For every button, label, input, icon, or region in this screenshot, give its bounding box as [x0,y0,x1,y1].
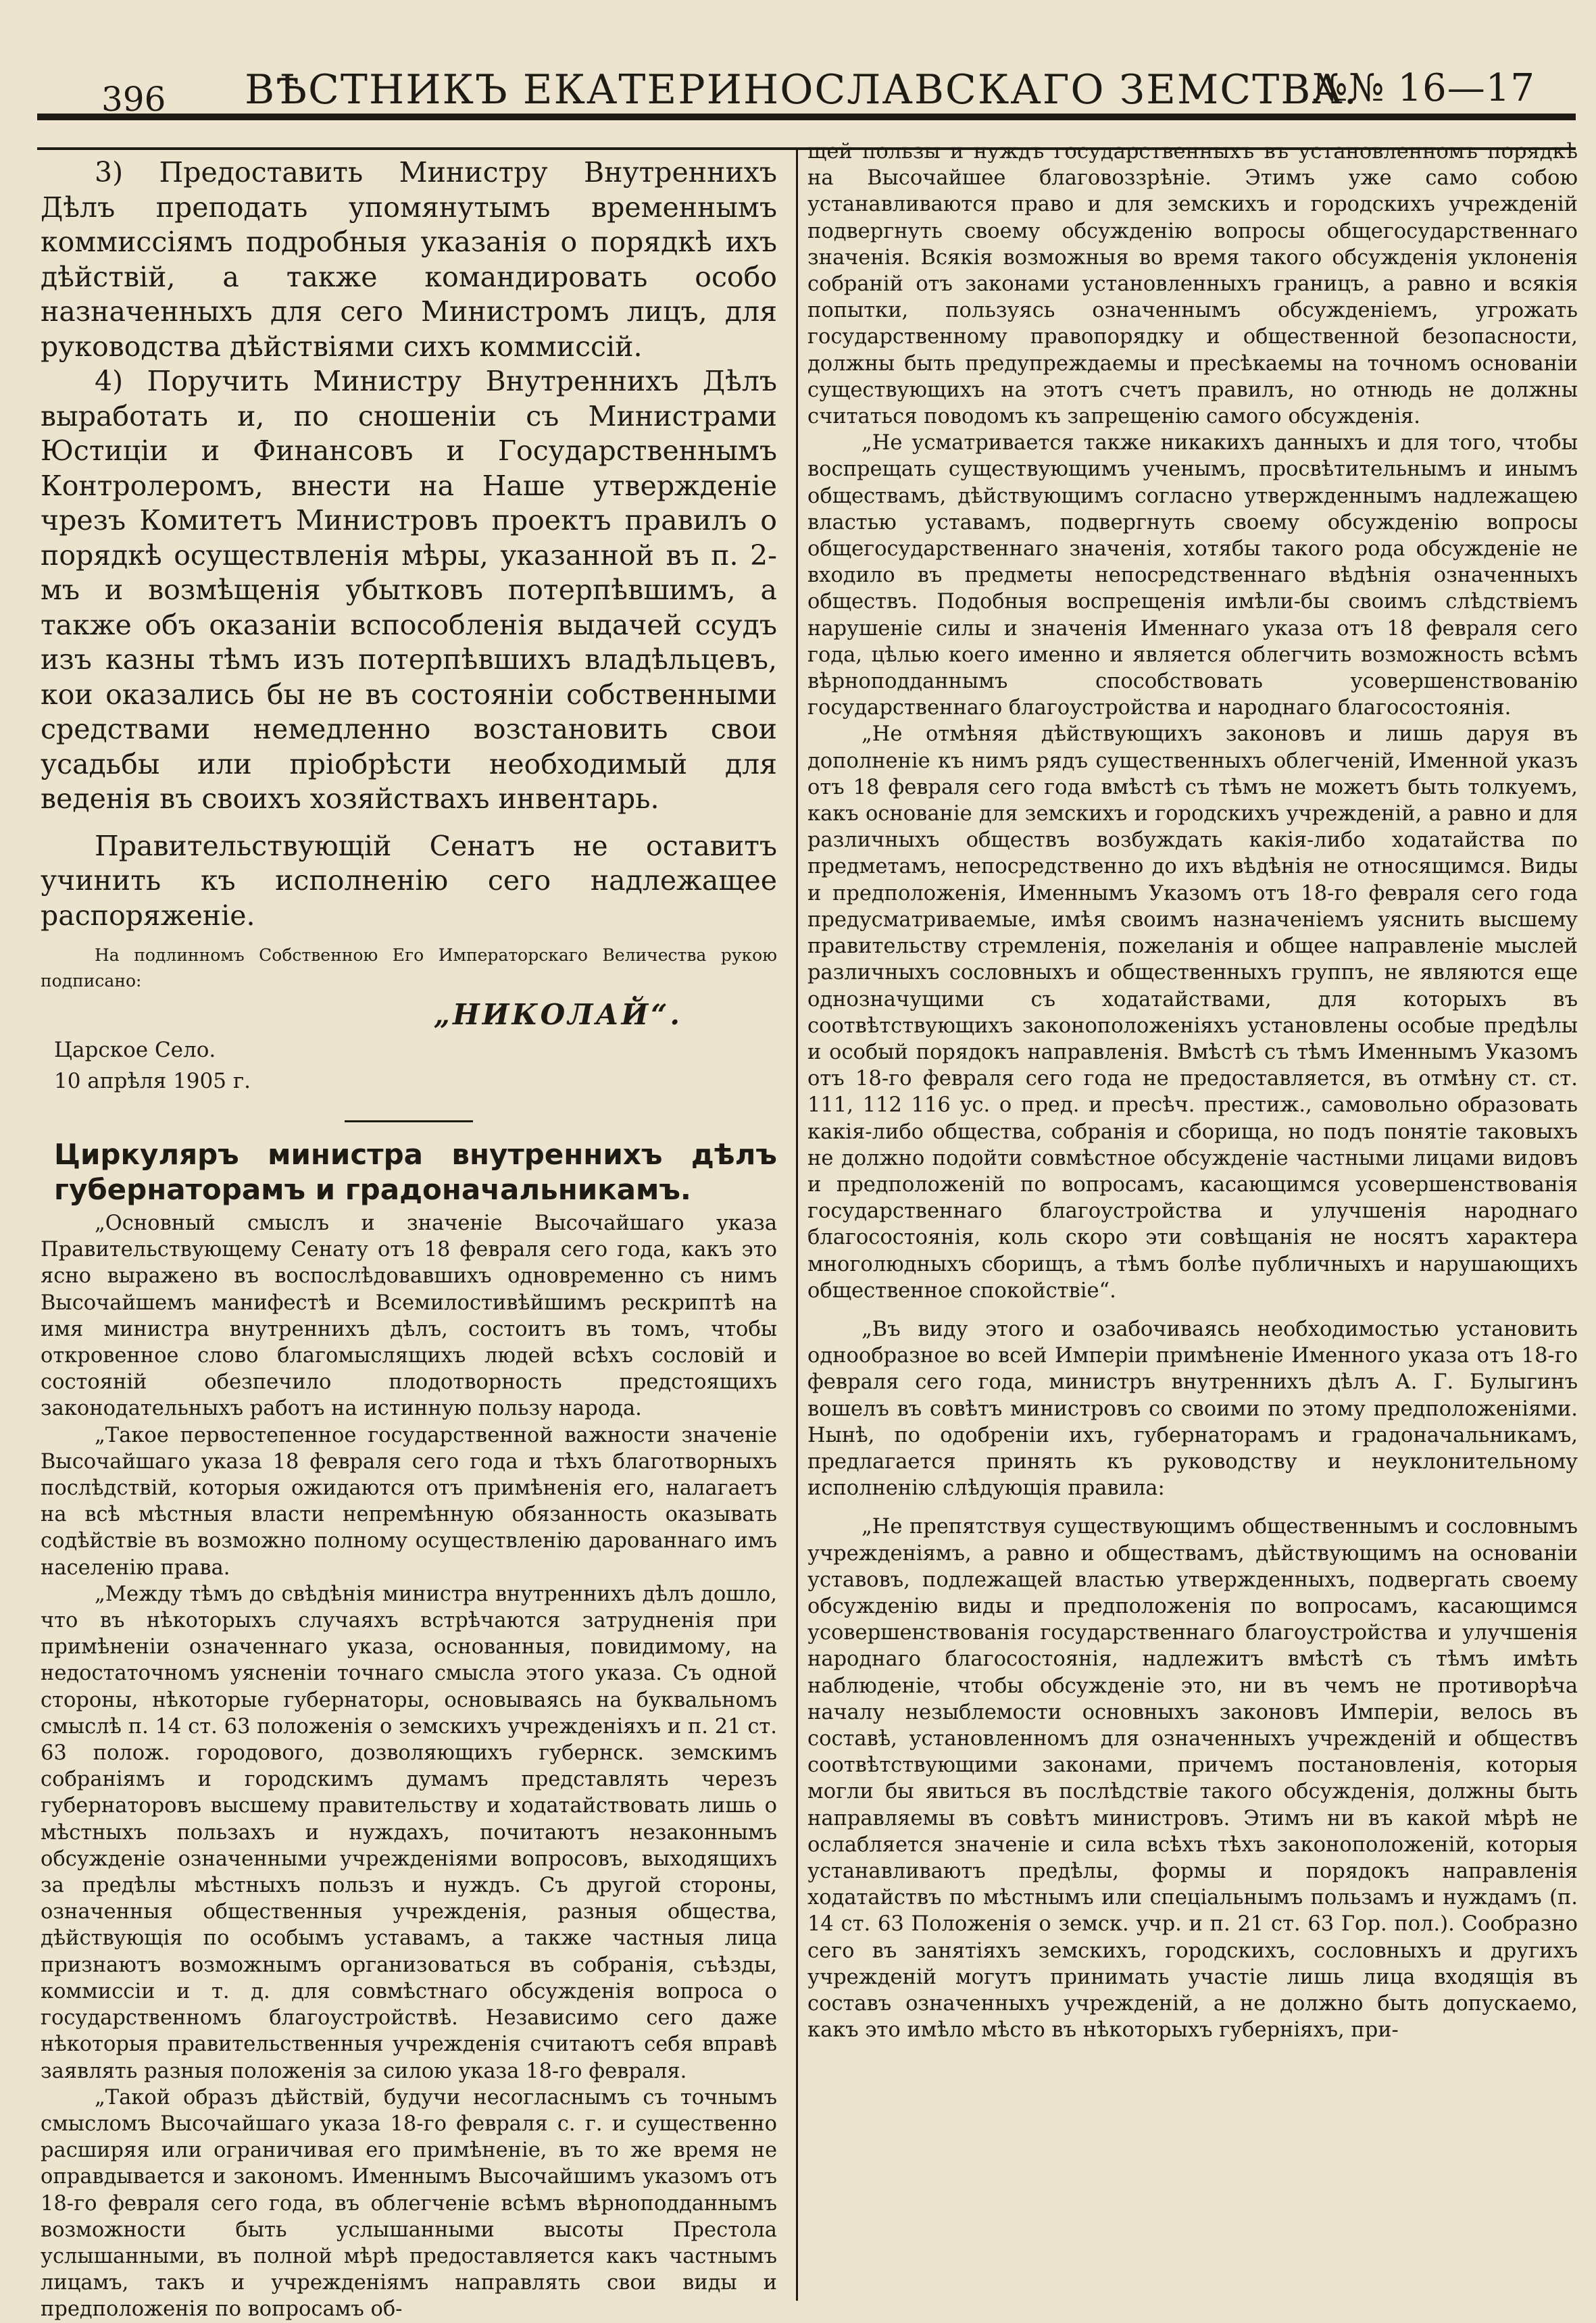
right-column [807,139,1578,2306]
circular-paragraph-9: „Не препятствуя существующимъ общественнымъ и сословнымъ учрежденіямъ, а равно и обществамъ, дѣйствующимъ на основаніи уставовъ, подлежащей властью утвержденныхъ, подвергать своему обсужденію виды и предположенія по вопросамъ, касающимся усовершенствованія государственнаго благоустройства и улучшенія народнаго благосостоянія, надлежитъ вмѣстѣ съ тѣмъ имѣть наблюденіе, чтобы обсужденіе это, ни въ чемъ не противорѣча началу незыблемости основныхъ законовъ Имперіи, велось въ составѣ, установленномъ для означенныхъ учрежденій и обществъ соотвѣтствующими законами, причемъ постановленія, которыя могли бы явиться въ послѣдствіе такого обсужденія, должны быть направляемы въ совѣтъ министровъ. Этимъ ни въ какой мѣрѣ не ослабляется значеніе и сила всѣхъ тѣхъ законоположеній, которыя устанавливаютъ предѣлы, формы и порядокъ направленія ходатайствъ по мѣстнымъ или спеціальнымъ пользамъ и нуждамъ (п. 14 ст. 63 Положенія о земск. учр. и п. 21 ст. 63 Гор. пол.). Сообразно сего въ занятіяхъ земскихъ, городскихъ, сословныхъ и другихъ учрежденій могутъ принимать участіе лишь лица входящія въ составъ означенныхъ учрежденій, а не должно быть допускаемо, какъ это имѣло мѣсто въ нѣкоторыхъ губерніяхъ, при- [807,1515,1578,2043]
journal-title: ВѢСТНИКЪ ЕКАТЕРИНОСЛАВСКАГО ЗЕМСТВА. [245,66,1358,114]
circular-title: Циркуляръ министра внутреннихъ дѣлъ губернаторамъ и градоначальникамъ. [54,1138,777,1206]
circular-paragraph-4: „Такой образъ дѣйствій, будучи несогласнымъ съ точнымъ смысломъ Высочайшаго указа 18-го февраля с. г. и существенно расширяя или ограничивая его примѣненіе, въ то же время не оправдывается и закономъ. Именнымъ Высочайшимъ указомъ отъ 18-го февраля сего года, въ облегченіе всѣмъ вѣрноподданнымъ возможности быть услышанными высоты Престола услышанными, въ полной мѣрѣ предоставляется какъ частнымъ лицамъ, такъ и учрежденіямъ направлять свои виды и предположенія по вопросамъ об- [41,2085,777,2322]
column-divider [796,150,798,2301]
signature-name: „НИКОЛАЙ“. [433,998,682,1031]
decree-closing: Правительствующій Сенатъ не оставитъ учинить къ исполненію сего надлежащее распоряженіе. [41,829,777,932]
circular-paragraph-1: „Основный смыслъ и значеніе Высочайшаго указа Правительствующему Сенату отъ 18 февраля сего года, какъ это ясно выражено въ воспослѣдовавшихъ одновременно съ нимъ Высочайшемъ манифестѣ и Всемилостивѣйшимъ рескриптѣ на имя министра внутреннихъ дѣлъ, состоитъ въ томъ, чтобы откровенное слово благомыслящихъ людей всѣхъ сословій и состояній обезпечило плодотворность предстоящихъ законодательныхъ работъ на истинную пользу народа. [41,1212,777,1421]
circular-paragraph-6: „Не усматривается также никакихъ данныхъ и для того, чтобы воспрещать существующимъ ученымъ, просвѣтительнымъ и инымъ обществамъ, дѣйствующимъ согласно утвержденнымъ надлежащею властью уставамъ, подвергнуть своему обсужденію вопросы общегосударственнаго значенія, хотябы такого рода обсужденіе не входило въ предметы непосредственнаго вѣдѣнія означенныхъ обществъ. Подобныя воспрещенія имѣли-бы своимъ слѣдствіемъ нарушеніе силы и значенія Именнаго указа отъ 18 февраля сего года, цѣлью коего именно и является облегчить возможность всѣмъ вѣрноподданнымъ способствовать усовершенствованію государственнаго благоустройства и народнаго благосостоянія. [807,431,1578,720]
page-number: 396 [101,80,166,119]
circular-paragraph-5: щей пользы и нуждъ государственныхъ въ установленномъ порядкѣ на Высочайшее благовоззрѣніе. Этимъ уже само собою устанавливаются право и для земскихъ и городскихъ учрежденій подвергнуть своему обсужденію вопросы общегосударственнаго значенія. Всякія возможныя во время такого обсужденія уклоненія собраній отъ законами установленныхъ границъ, а равно и всякія попытки, пользуясь означеннымъ обсужденіемъ, угрожать государственному правопорядку и общественной безопасности, должны быть предупреждаемы и пресѣкаемы на точномъ основаніи существующихъ на этотъ счетъ правилъ, но отнюдь не должны считаться поводомъ къ запрещенію самого обсужденія. [807,140,1578,429]
issue-number: №№ 16—17 [1312,66,1535,110]
left-column [41,155,777,2322]
circular-paragraph-2: „Такое первостепенное государственной важности значеніе Высочайшаго указа 18 февраля сего года и тѣхъ благотворныхъ послѣдствій, которыя ожидаются отъ примѣненія его, налагаетъ на всѣ мѣстныя власти непремѣнную обязанность оказывать содѣйствіе въ возможно полному осуществленію дарованнаго имъ населенію права. [41,1423,777,1580]
circular-paragraph-3: „Между тѣмъ до свѣдѣнія министра внутреннихъ дѣлъ дошло, что въ нѣкоторыхъ случаяхъ встрѣчаются затрудненія при примѣненіи означеннаго указа, основанныя, повидимому, на недостаточномъ уясненіи точнаго смысла этого указа. Съ одной стороны, нѣкоторые губернаторы, основываясь на буквальномъ смыслѣ п. 14 ст. 63 положенія о земскихъ учрежденіяхъ и п. 21 ст. 63 полож. городового, дозволяющихъ губернск. земскимъ собраніямъ и городскимъ думамъ представлять черезъ губернаторовъ высшему правительству и ходатайствовать лишь о мѣстныхъ пользахъ и нуждахъ, почитаютъ незаконнымъ обсужденіе означенными учрежденіями вопросовъ, выходящихъ за предѣлы мѣстныхъ пользъ и нуждъ. Съ другой стороны, означенныя общественныя учрежденія, разныя общества, дѣйствующія по особымъ уставамъ, а также частныя лица признаютъ возможнымъ организоваться въ собранія, съѣзды, коммиссіи и т. д. для совмѣстнаго обсужденія вопроса о государственномъ благоустройствѣ. Независимо сего даже нѣкоторыя правительственныя учрежденія считаютъ себя вправѣ заявлять разныя положенія за силою указа 18-го февраля. [41,1582,777,2083]
decree-paragraph-3: 3) Предоставить Министру Внутреннихъ Дѣлъ преподать упомянутымъ временнымъ коммиссіямъ подробныя указанія о порядкѣ ихъ дѣйствій, а также командировать особо назначенныхъ для сего Министромъ лицъ, для руководства дѣйствіями сихъ коммиссій. [41,156,777,363]
circular-paragraph-8: „Въ виду этого и озабочиваясь необходимостью установить однообразное во всей Имперіи примѣненіе Именного указа отъ 18-го февраля сего года, министръ внутреннихъ дѣлъ А. Г. Булыгинъ вошелъ въ совѣтъ министровъ со своими по этому предположеніями. Нынѣ, по одобреніи ихъ, губернаторамъ и градоначальникамъ, предлагается принять къ руководству и неуклонительному исполненію слѣдующія правила: [807,1317,1578,1501]
circular-paragraph-7: „Не отмѣняя дѣйствующихъ законовъ и лишь даруя въ дополненіе къ нимъ рядъ существенныхъ облегченій, Именной указъ отъ 18 февраля сего года вмѣстѣ съ тѣмъ не можетъ быть толкуемъ, какъ основаніе для земскихъ и городскихъ учрежденій, а равно и для различныхъ обществъ возбуждать какія-либо ходатайства по предметамъ, непосредственно до ихъ вѣдѣнія не относящимся. Виды и предположенія, Именнымъ Указомъ отъ 18-го февраля сего года предусматриваемые, имѣя своимъ назначеніемъ уяснить высшему правительству стремленія, пожеланія и общее направленіе мыслей различныхъ сословныхъ и общественныхъ группъ, не являются еще однозначущими съ ходатайствами, для которыхъ въ соотвѣтствующихъ законоположеніяхъ установлены особые предѣлы и особый порядокъ направленія. Вмѣстѣ съ тѣмъ Именнымъ Указомъ отъ 18-го февраля сего года не предоставляется, въ отмѣну ст. ст. 111, 112 116 ус. о пред. и пресѣч. престиж., самовольно образовать какія-либо общества, собранія и сборища, но подъ понятіе таковыхъ не должно подойти совмѣстное обсужденіе частными лицами видовъ и предположеній по вопросамъ, касающимся усовершенствованія государственнаго благоустройства и улучшенія народнаго благосостоянія, коль скоро эти совѣщанія не носятъ характера многолюдныхъ сборищъ, а тѣмъ болѣе публичныхъ и нарушающихъ общественное спокойствіе“. [807,722,1578,1303]
signing-date: 10 апрѣля 1905 г. [54,1069,251,1093]
decree-paragraph-4: 4) Поручить Министру Внутреннихъ Дѣлъ выработать и, по сношеніи съ Министрами Юстиціи и Финансовъ и Государственнымъ Контролеромъ, внести на Наше утвержденіе чрезъ Комитетъ Министровъ проектъ правилъ о порядкѣ осуществленія мѣры, указанной въ п. 2-мъ и возмѣщенія убытковъ потерпѣвшимъ, а также объ оказаніи вспособленія выдачей ссудъ изъ казны тѣмъ изъ потерпѣвшихъ владѣльцевъ, кои оказались бы не въ состояніи собственными средствами немедленно возстановить свои усадьбы или пріобрѣсти необходимый для веденія въ своихъ хозяйствахъ инвентарь. [41,365,777,815]
signature-note: На подлинномъ Собственною Его Императорскаго Величества рукою подписано: [41,945,777,991]
header-rule-thick [37,114,1576,120]
signing-place: Царское Село. [54,1038,216,1062]
section-separator [345,1120,473,1122]
